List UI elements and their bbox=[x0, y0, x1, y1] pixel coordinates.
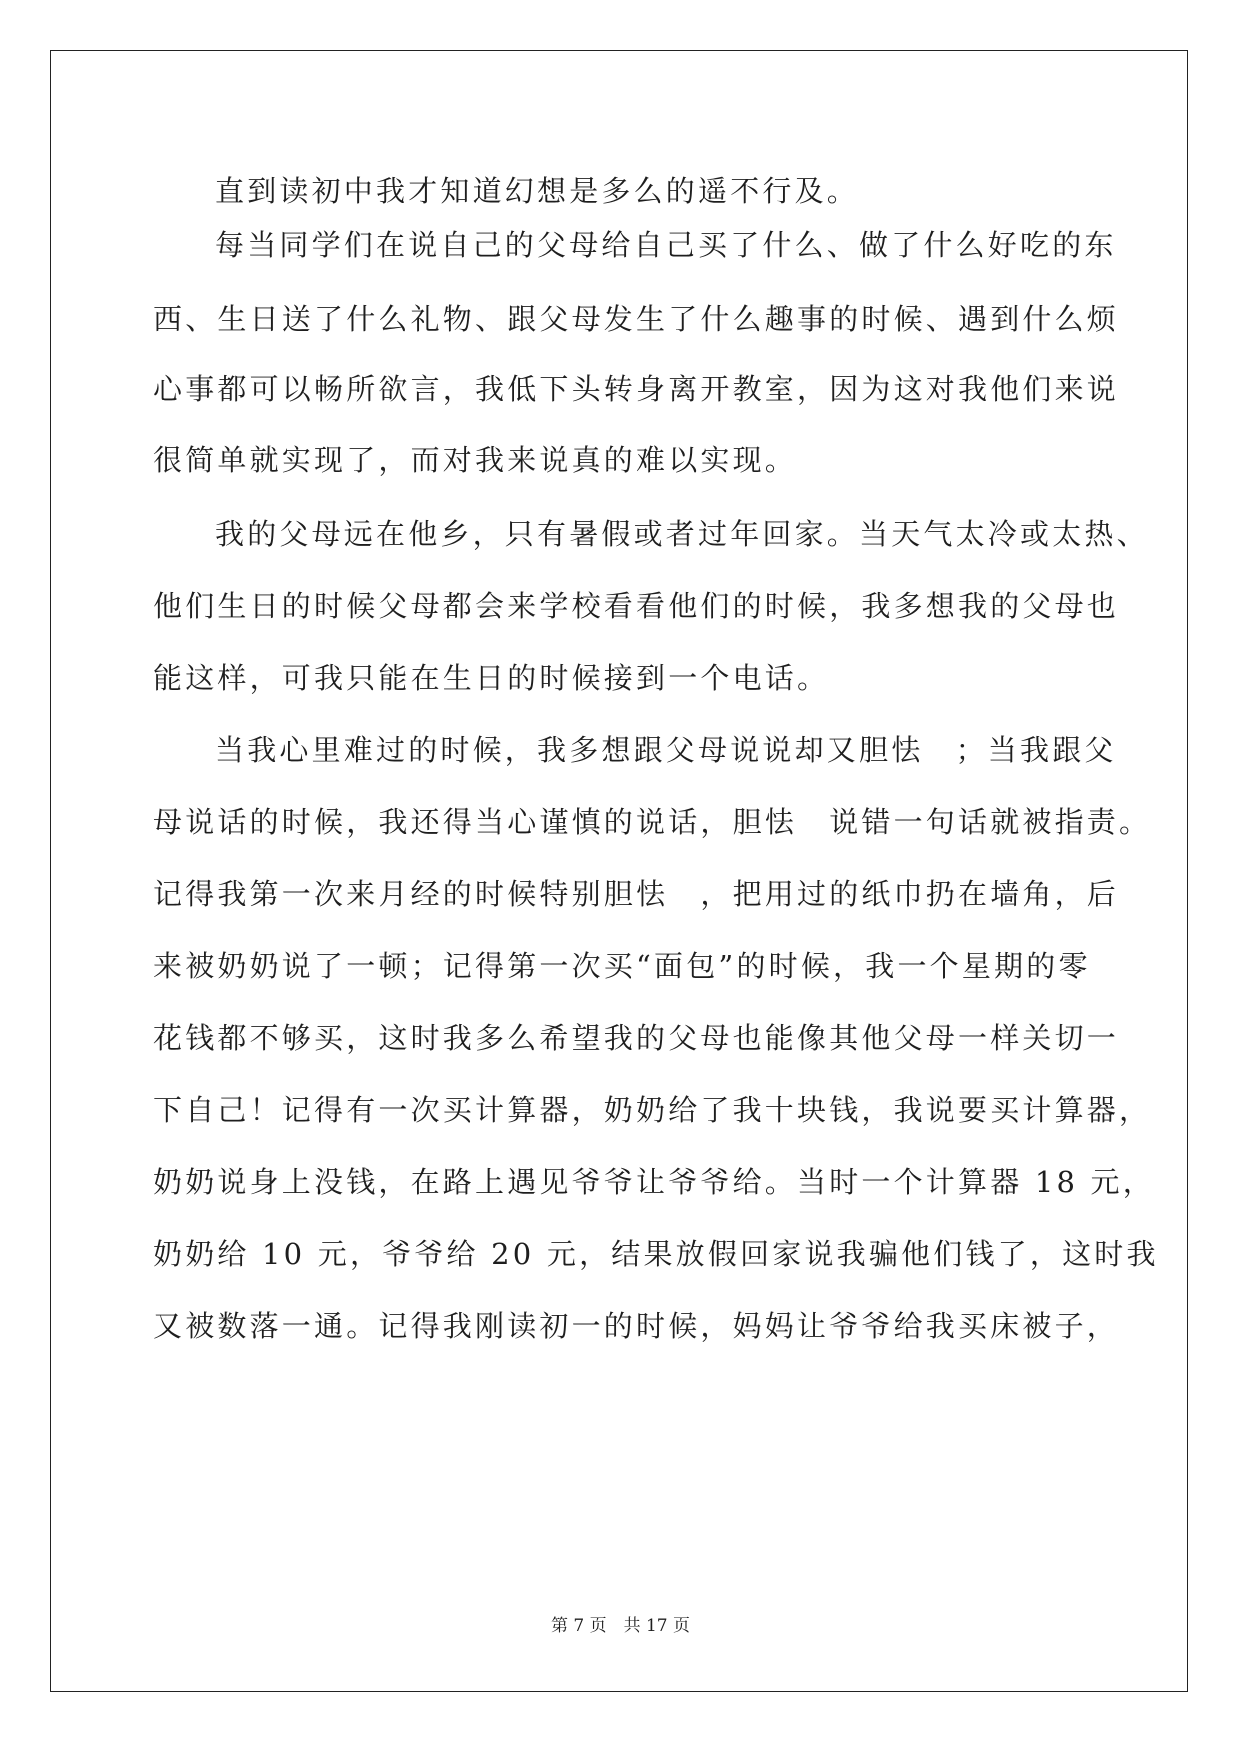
paragraph-line: 西、生日送了什么礼物、跟父母发生了什么趣事的时候、遇到什么烦 bbox=[153, 302, 1120, 336]
paragraph-line: 当我心里难过的时候，我多想跟父母说说却又胆怯 ；当我跟父 bbox=[215, 733, 1117, 767]
paragraph-line: 又被数落一通。记得我刚读初一的时候，妈妈让爷爷给我买床被子， bbox=[153, 1309, 1120, 1343]
paragraph-line: 母说话的时候，我还得当心谨慎的说话，胆怯 说错一句话就被指责。 bbox=[153, 805, 1152, 839]
document-page bbox=[50, 50, 1188, 1692]
paragraph-line: 奶奶说身上没钱，在路上遇见爷爷让爷爷给。当时一个计算器 18 元， bbox=[153, 1165, 1155, 1199]
paragraph-line: 花钱都不够买，这时我多么希望我的父母也能像其他父母一样关切一 bbox=[153, 1021, 1120, 1055]
paragraph-line: 能这样，可我只能在生日的时候接到一个电话。 bbox=[153, 661, 830, 695]
paragraph-line: 他们生日的时候父母都会来学校看看他们的时候，我多想我的父母也 bbox=[153, 589, 1120, 623]
paragraph-line: 很简单就实现了，而对我来说真的难以实现。 bbox=[153, 443, 798, 477]
paragraph-line: 记得我第一次来月经的时候特别胆怯 ，把用过的纸巾扔在墙角，后 bbox=[153, 877, 1120, 911]
paragraph-line: 我的父母远在他乡，只有暑假或者过年回家。当天气太冷或太热、 bbox=[215, 517, 1149, 551]
paragraph-line: 每当同学们在说自己的父母给自己买了什么、做了什么好吃的东 bbox=[215, 228, 1117, 262]
paragraph-line: 奶奶给 10 元，爷爷给 20 元，结果放假回家说我骗他们钱了，这时我 bbox=[153, 1237, 1159, 1271]
paragraph-line: 来被奶奶说了一顿；记得第一次买“面包”的时候，我一个星期的零 bbox=[153, 949, 1091, 983]
paragraph-line: 直到读初中我才知道幻想是多么的遥不行及。 bbox=[215, 174, 860, 208]
page-number-footer: 第 7 页 共 17 页 bbox=[550, 1616, 691, 1636]
paragraph-line: 心事都可以畅所欲言，我低下头转身离开教室，因为这对我他们来说 bbox=[153, 372, 1120, 406]
paragraph-line: 下自己！记得有一次买计算器，奶奶给了我十块钱，我说要买计算器， bbox=[153, 1093, 1152, 1127]
